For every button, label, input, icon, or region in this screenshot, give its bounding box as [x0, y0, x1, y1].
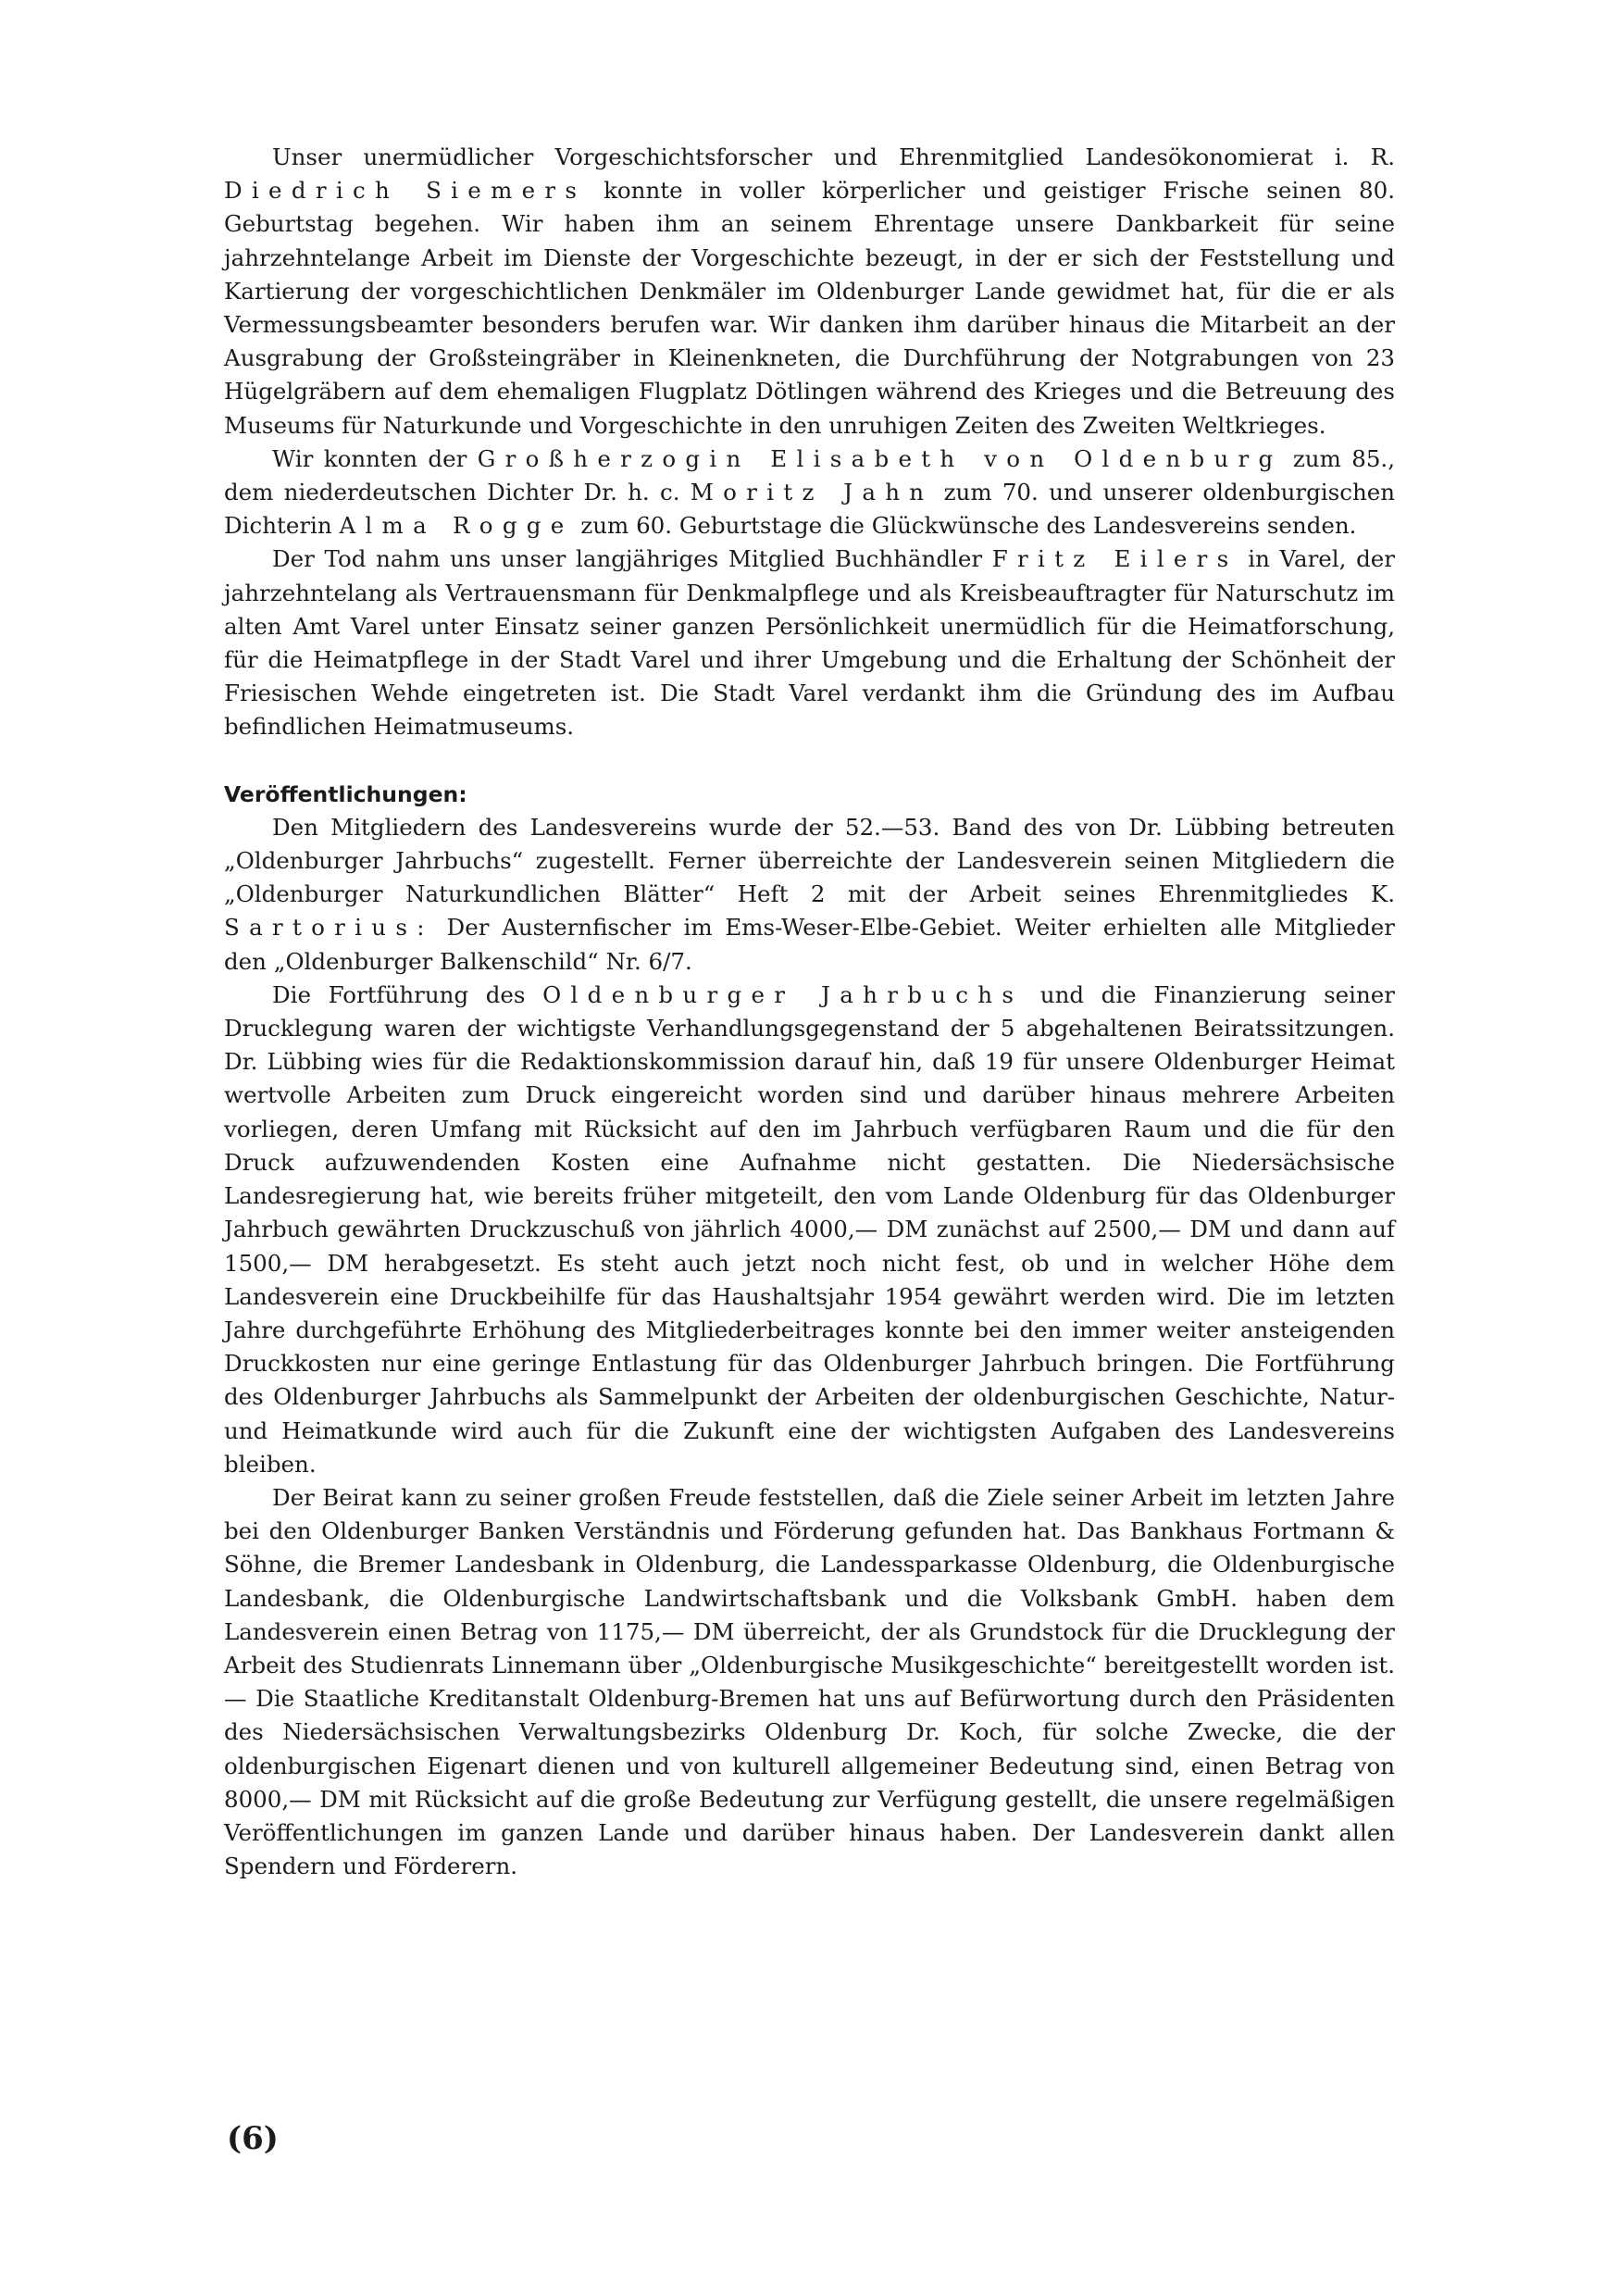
text-run: in Varel, der jahrzehntelang als Vertrauensmann für Denkmalpflege und als Kreisbeauftragter für Naturschutz im alten Amt Varel unter Einsatz seiner ganzen Persönlichkeit unermüdlich für die Heimatforschung, für die Heimatpflege in der Stadt Varel und ihrer Umgebung und die Erhaltung der Schönheit der Friesischen Wehde eingetreten ist. Die Stadt Varel verdankt ihm die Gründung des im Aufbau befindlichen Heimatmuseums.: [224, 545, 1395, 741]
text-run: Unser unermüdlicher Vorgeschichtsforscher und Ehrenmitglied Landesökonomierat i. R.: [272, 144, 1395, 170]
paragraph-siemers: [224, 141, 1395, 443]
text-run: Wir konnten der: [272, 444, 478, 472]
paragraph-birthdays: [224, 443, 1395, 543]
section-heading: Veröffentlichungen:: [224, 780, 467, 807]
spaced-name: Moritz Jahn: [690, 479, 934, 506]
text-run: Den Mitgliedern des Landesvereins wurde der 52.—53. Band des von Dr. Lübbing betreuten „Oldenburger Jahrbuchs“ zugestellt. Ferner überreichte der Landesverein seinen Mitgliedern die „Oldenburger Naturkundlichen Blätter“ Heft 2 mit der Arbeit seines Ehrenmitgliedes K.: [224, 813, 1395, 908]
text-run: Der Austernfischer im Ems-Weser-Elbe-Gebiet. Weiter erhielten alle Mitglieder den „Oldenburger Balkenschild“ Nr. 6/7.: [224, 914, 1395, 975]
text-run: Der Tod nahm uns unser langjähriges Mitglied Buchhändler: [272, 545, 992, 573]
text-run: zum 60. Geburtstage die Glückwünsche des Landesvereins senden.: [573, 512, 1357, 540]
paragraph-eilers: [224, 543, 1395, 743]
spaced-name: Alma Rogge: [339, 512, 574, 540]
text-run: konnte in voller körperlicher und geistiger Frische seinen 80. Geburtstag begehen. Wir haben ihm an seinem Ehrentage unsere Dankbarkeit für seine jahrzehntelange Arbeit im Dienste der Vorgeschichte bezeugt, in der er sich der Feststellung und Kartierung der vorgeschichtlichen Denkmäler im Oldenburger Lande gewidmet hat, für die er als Vermessungsbeamter besonders berufen war. Wir danken ihm darüber hinaus die Mitarbeit an der Ausgrabung der Großsteingräber in Kleinenkneten, die Durchführung der Notgrabungen von 23 Hügelgräbern auf dem ehemaligen Flugplatz Dötlingen während des Krieges und die Betreuung des Museums für Naturkunde und Vorgeschichte in den unruhigen Zeiten des Zweiten Weltkrieges.: [224, 177, 1395, 439]
spaced-name: Diedrich Siemers: [224, 177, 587, 205]
paragraph-jahrbuch: [224, 979, 1395, 1481]
text-run: zum 85., dem niederdeutschen Dichter Dr. h. c.: [224, 444, 1395, 506]
paragraph-publications: [224, 811, 1395, 979]
paragraph-banks: Der Beirat kann zu seiner großen Freude feststellen, daß die Ziele seiner Arbeit im letzten Jahre bei den Oldenburger Banken Verständnis und Förderung gefunden hat. Das Bankhaus Fortmann & Söhne, die Bremer Landesbank in Oldenburg, die Landessparkasse Oldenburg, die Oldenburgische Landesbank, die Oldenburgische Landwirtschaftsbank und die Volksbank GmbH. haben dem Landesverein einen Betrag von 1175,— DM überreicht, der als Grundstock für die Drucklegung der Arbeit des Studienrats Linnemann über „Oldenburgische Musikgeschichte“ bereitgestellt worden ist. — Die Staatliche Kreditanstalt Oldenburg-Bremen hat uns auf Befürwortung durch den Präsidenten des Niedersächsischen Verwaltungsbezirks Oldenburg Dr. Koch, für solche Zwecke, die der oldenburgischen Eigenart dienen und von kulturell allgemeiner Bedeutung sind, einen Betrag von 8000,— DM mit Rücksicht auf die große Bedeutung zur Verfügung gestellt, die unsere regelmäßigen Veröffentlichungen im ganzen Lande und darüber hinaus haben. Der Landesverein dankt allen Spendern und Förderern.: [224, 1483, 1395, 1880]
text-run: und die Finanzierung seiner Drucklegung waren der wichtigste Verhandlungsgegenstand der 5 abgehaltenen Beiratssitzungen. Dr. Lübbing wies für die Redaktionskommission darauf hin, daß 19 für unsere Oldenburger Heimat wertvolle Arbeiten zum Druck eingereicht worden sind und darüber hinaus mehrere Arbeiten vorliegen, deren Umfang mit Rücksicht auf den im Jahrbuch verfügbaren Raum und die für den Druck aufzuwendenden Kosten eine Aufnahme nicht gestatten. Die Niedersächsische Landesregierung hat, wie bereits früher mitgeteilt, den vom Lande Oldenburg für das Oldenburger Jahrbuch gewährten Druckzuschuß von jährlich 4000,— DM zunächst auf 2500,— DM und dann auf 1500,— DM herabgesetzt. Es steht auch jetzt noch nicht fest, ob und in welcher Höhe dem Landesverein eine Druckbeihilfe für das Haushaltsjahr 1954 gewährt werden wird. Die im letzten Jahre durchgeführte Erhöhung des Mitgliederbeitrages konnte bei den immer weiter ansteigenden Druckkosten nur eine geringe Entlastung für das Oldenburger Jahrbuch bringen. Die Fortführung des Oldenburger Jahrbuchs als Sammelpunkt der Arbeiten der oldenburgischen Geschichte, Natur- und Heimatkunde wird auch für die Zukunft eine der wichtigsten Aufgaben des Landesvereins bleiben.: [224, 980, 1395, 1478]
spaced-name: Fritz Eilers: [991, 545, 1238, 573]
body-text: [224, 141, 1395, 1883]
spaced-name: Sartorius:: [224, 914, 434, 942]
page-number: (6): [227, 2120, 279, 2157]
text-run: zum 70. und unserer oldenburgischen Dichterin: [224, 479, 1395, 540]
text-run: Die Fortführung des: [272, 980, 543, 1008]
spaced-name: Großherzogin Elisabeth von Oldenburg: [477, 444, 1283, 472]
spaced-name: Oldenburger Jahrbuchs: [542, 980, 1024, 1008]
